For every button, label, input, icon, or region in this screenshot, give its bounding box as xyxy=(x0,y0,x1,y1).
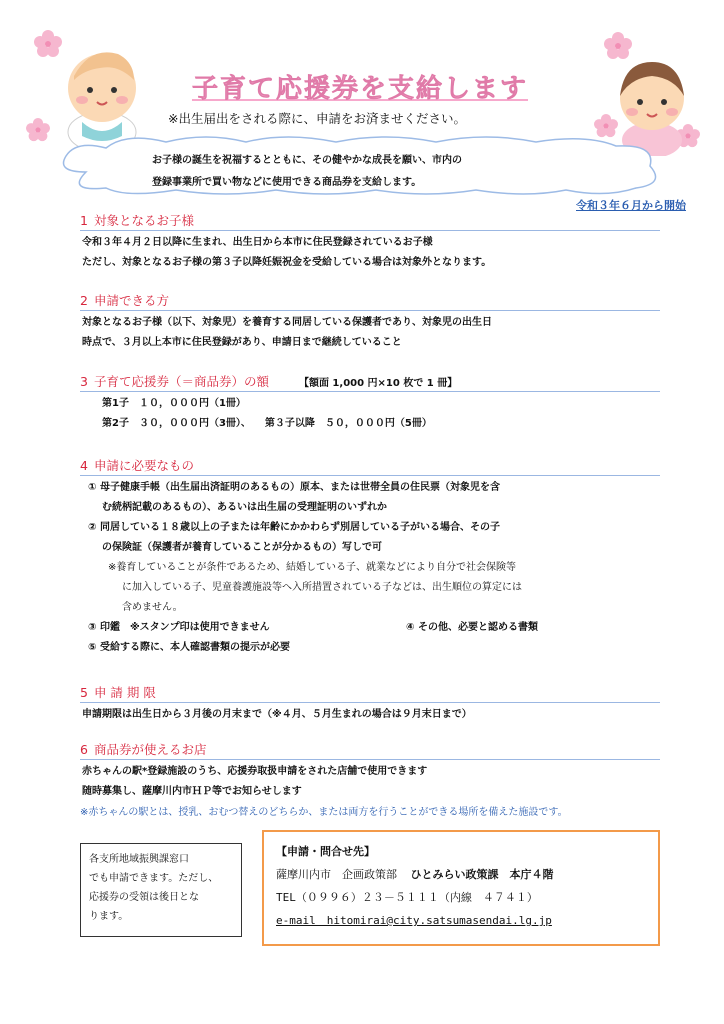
section-heading: 1 対象となるお子様 xyxy=(80,211,660,231)
voucher-denomination-note: 【額面 1,000 円×10 枚で 1 冊】 xyxy=(298,378,458,389)
section-heading: 6 商品券が使えるお店 xyxy=(80,740,660,760)
section-target-children: 1 対象となるお子様 令和３年４月２日以降に生まれ、出生日から本市に住民登録されているお子様 ただし、対象となるお子様の第３子以降妊娠祝金を受給している場合は対象外となります。 xyxy=(80,211,660,273)
contact-department: 薩摩川内市 企画政策部 xyxy=(276,868,397,881)
section-eligible-applicants: 2 申請できる方 対象となるお子様（以下、対象児）を養育する同居している保護者であり、対象児の出生日 時点で、３月以上本市に住民登録があり、申請日まで継続していること xyxy=(80,291,660,353)
branch-office-note: 各支所地域振興課窓口 でも申請できます。ただし、 応援券の受領は後日とな ります。 xyxy=(80,843,242,937)
section-heading: 5 申 請 期 限 xyxy=(80,683,660,703)
start-date-label: 令和３年６月から開始 xyxy=(576,199,686,212)
section-application-deadline: 5 申 請 期 限 申請期限は出生日から３月後の月末まで（※４月、５月生まれの場合は９月末日まで） xyxy=(80,683,660,725)
contact-phone[interactable]: TEL（０９９６）２３－５１１１（内線 ４７４１） xyxy=(276,891,538,904)
flower-icon xyxy=(34,30,62,58)
section-heading: 4 申請に必要なもの xyxy=(80,456,660,476)
intro-text: お子様の誕生を祝福するとともに、その健やかな成長を願い、市内の 登録事業所で買い物などに使用できる商品券を支給します。 xyxy=(152,155,462,188)
page-title: 子育て応援券を支給します xyxy=(191,74,528,104)
footnote: ※赤ちゃんの駅とは、授乳、おむつ替えのどちらか、または両方を行うことができる場所を備えた施設です。 xyxy=(80,807,568,818)
contact-box xyxy=(262,830,660,946)
page-subtitle: ※出生届出をされる際に、申請をお済ませください。 xyxy=(168,111,466,126)
contact-heading: 【申請・問合せ先】 xyxy=(276,845,375,858)
section-heading: 3 子育て応援券（＝商品券）の額 【額面 1,000 円×10 枚で 1 冊】 xyxy=(80,372,660,392)
contact-email-link[interactable]: e-mail hitomirai@city.satsumasendai.lg.jp xyxy=(276,914,552,927)
section-heading: 2 申請できる方 xyxy=(80,291,660,311)
section-participating-stores: 6 商品券が使えるお店 赤ちゃんの駅*登録施設のうち、応援券取扱申請をされた店舗で使用できます 随時募集し、薩摩川内市ＨＰ等でお知らせします xyxy=(80,740,660,802)
section-required-documents: 4 申請に必要なもの ① 母子健康手帳（出生届出済証明のあるもの）原本、または世帯全員の住民票（対象児を含 む続柄記載のあるもの）、あるいは出生届の受理証明のいずれか ② 同居している１８歳以上の子または年齢にかかわらず別居している子がいる場合、その子 の保険証（保護者が養育していることが分かるもの）写しで可 ※養育していることが条件であるため、結婚している子、就業などにより自分で社会保険等 に加入している子、児童養護施設等へ入所措置されている子などは、出生順位の算定には 含めません。 ③ 印鑑 ※スタンプ印は使用できません ④ その他、必要と認める書類 ⑤ 受給する際に、本人確認書類の提示が必要 xyxy=(80,456,660,658)
section-voucher-amount: 3 子育て応援券（＝商品券）の額 【額面 1,000 円×10 枚で 1 冊】 第1子 １０，０００円（1冊） 第2子 ３０，０００円（3冊）、 第３子以降 ５０，０００円（5冊） xyxy=(80,372,660,434)
contact-section: ひとみらい政策課 本庁４階 xyxy=(410,868,554,881)
